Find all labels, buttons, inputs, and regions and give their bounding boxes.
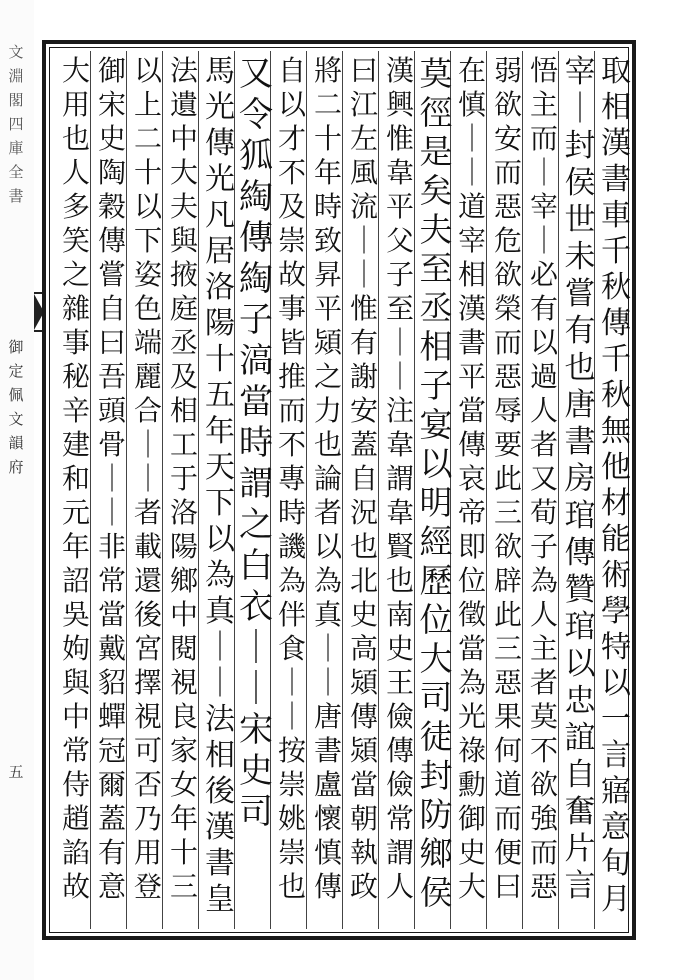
text-column: 弱欲安而惡危欲榮而惡辱要此三欲辟此三惡果何道而便曰: [493, 54, 522, 903]
text-column: 宰｜封侯世未嘗有也唐書房琯傳贊琯以忠誼自奮片言: [564, 54, 596, 904]
text-column: 自以才不及崇故事皆推而不專時譏為伴食｜｜按崇姚崇也: [277, 54, 306, 903]
margin-book-title: 文淵閣四庫全書: [8, 43, 24, 205]
fishtail-mark-bottom: [34, 330, 42, 332]
page-margin: [0, 0, 34, 980]
margin-volume-title: 御定佩文韻府: [8, 338, 24, 476]
text-column: 又令狐綯傳綯子滈當時謂之白衣｜｜宋史司: [239, 54, 273, 832]
text-column: 大用也人多笑之雜事秘辛建和元年詔吳姁與中常侍趙諂故: [61, 54, 90, 903]
text-frame: [42, 40, 636, 940]
text-column: 御宋史陶穀傳嘗自曰吾頭骨｜｜非常當戴貂蟬冠爾蓋有意: [97, 54, 126, 903]
text-column: 將二十年時致昇平熲之力也論者以為真｜｜唐書盧懷慎傳: [313, 54, 342, 903]
margin-page-number: 五: [8, 763, 24, 781]
text-column: 莫徑是矣夫至丞相子宴以明經歷位大司徒封防鄉侯: [419, 54, 453, 912]
text-column: 漢興惟韋平父子至｜｜注韋謂韋賢也南史王儉傳儉常謂人: [385, 54, 414, 903]
text-column: 悟主而｜宰｜必有以過人者又荀子為人主者莫不欲強而惡: [529, 54, 558, 903]
text-column: 以上二十以下姿色端麗合｜｜者載還後宮擇視可否乃用登: [133, 54, 162, 903]
text-column: 曰江左風流｜｜惟有謝安蓋自況也北史高熲傳熲當朝執政: [349, 54, 378, 903]
text-column: 馬光傳光凡居洛陽十五年天下以為真｜｜法相後漢書皇: [205, 54, 235, 917]
text-column: 取相漢書車千秋傳千秋無他材能術學特以一言寤意旬月: [601, 54, 631, 917]
text-column: 法遺中大夫與掖庭丞及相工于洛陽鄉中閱視良家女年十三: [169, 54, 198, 903]
text-column: 在慎｜｜道宰相漢書平當傳哀帝即位徵當為光祿勳御史大: [457, 54, 486, 903]
